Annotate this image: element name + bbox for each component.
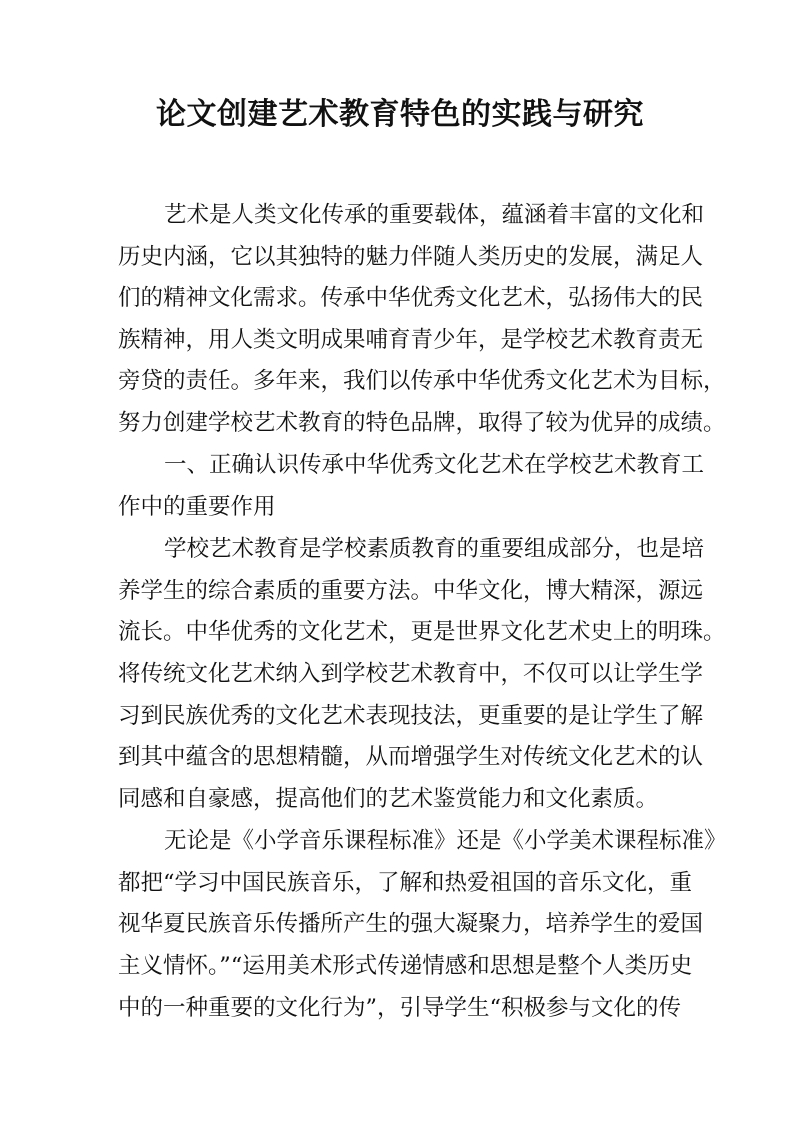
paragraph-line: 将传统文化艺术纳入到学校艺术教育中，不仅可以让学生学	[118, 661, 704, 687]
paragraph-line: 学校艺术教育是学校素质教育的重要组成部分，也是培	[164, 536, 705, 562]
paragraph-line: 艺术是人类文化传承的重要载体，蕴涵着丰富的文化和	[164, 202, 705, 228]
paragraph-line: 都把“学习中国民族音乐，了解和热爱祖国的音乐文化，重	[118, 870, 693, 896]
section-heading-line: 作中的重要作用	[118, 494, 276, 520]
paragraph-line: 同感和自豪感，提高他们的艺术鉴赏能力和文化素质。	[118, 786, 659, 812]
paragraph-line: 们的精神文化需求。传承中华优秀文化艺术，弘扬伟大的民	[118, 285, 704, 311]
paragraph-line: 族精神，用人类文明成果哺育青少年，是学校艺术教育责无	[118, 327, 704, 353]
paragraph-line: 主义情怀。”“运用美术形式传递情感和思想是整个人类历史	[118, 953, 693, 979]
paragraph-line: 养学生的综合素质的重要方法。中华文化，博大精深，源远	[118, 578, 704, 604]
paragraph-line: 习到民族优秀的文化艺术表现技法，更重要的是让学生了解	[118, 703, 704, 729]
paragraph-line: 流长。中华优秀的文化艺术，更是世界文化艺术史上的明珠。	[118, 619, 726, 645]
paragraph-line: 旁贷的责任。多年来，我们以传承中华优秀文化艺术为目标，	[118, 368, 726, 394]
paragraph-line: 历史内涵，它以其独特的魅力伴随人类历史的发展，满足人	[118, 244, 704, 270]
paragraph-line: 视华夏民族音乐传播所产生的强大凝聚力，培养学生的爱国	[118, 911, 704, 937]
paragraph-line: 无论是《小学音乐课程标准》还是《小学美术课程标准》	[164, 828, 727, 854]
paragraph-line: 中的一种重要的文化行为”，引导学生“积极参与文化的传	[118, 995, 682, 1021]
paragraph-line: 努力创建学校艺术教育的特色品牌，取得了较为优异的成绩。	[118, 410, 726, 436]
paragraph-line: 到其中蕴含的思想精髓，从而增强学生对传统文化艺术的认	[118, 744, 704, 770]
document-title: 论文创建艺术教育特色的实践与研究	[156, 97, 644, 132]
section-heading-line: 一、正确认识传承中华优秀文化艺术在学校艺术教育工	[164, 452, 705, 478]
